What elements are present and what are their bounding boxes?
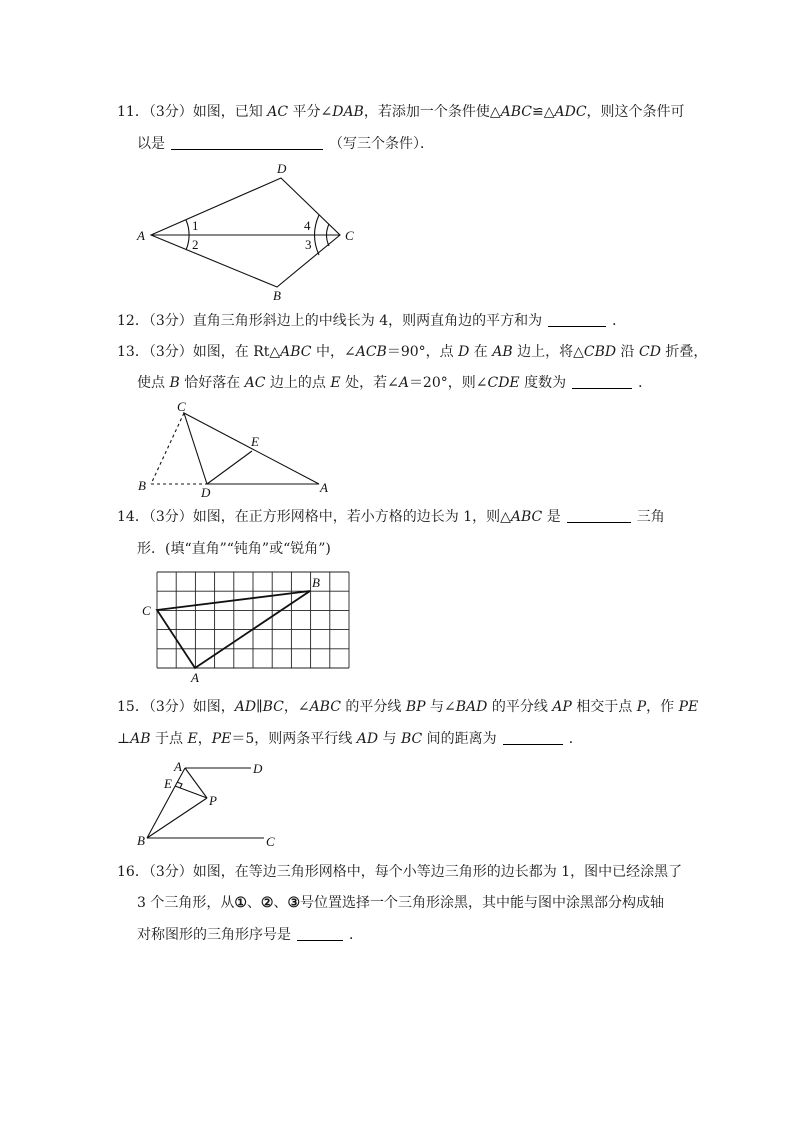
q15-text: ⊥	[117, 731, 131, 747]
q11-text: ，则这个条件可	[586, 104, 685, 120]
q16-text: 号位置选择一个三角形涂黑，其中能与图中涂黑部分构成轴	[300, 895, 665, 911]
q14-text: 三角	[636, 509, 665, 525]
label-a: A	[137, 228, 145, 243]
q12-score: （3分）	[148, 313, 193, 329]
q13-score: （3分）	[148, 344, 193, 360]
var: AP	[552, 699, 572, 715]
q13-text: ．	[638, 375, 653, 391]
label-c: C	[142, 603, 151, 618]
q14-score: （3分）	[148, 509, 193, 525]
q13-text: 沿	[616, 344, 639, 360]
q15-text: 于点	[150, 731, 188, 747]
q12-line	[117, 311, 626, 331]
q13-text: 折叠，	[660, 344, 708, 360]
label-a: A	[191, 670, 199, 685]
label-b: B	[137, 833, 145, 848]
q16-text: ．	[349, 927, 363, 943]
var: CD	[639, 344, 661, 360]
var: CDE	[487, 375, 520, 391]
q15-text: 的平分线	[340, 699, 406, 715]
label-e: E	[164, 776, 172, 791]
q11-line2	[137, 134, 434, 154]
q13-text: ＝90°，点	[386, 344, 459, 360]
q15-line2	[117, 729, 583, 749]
var: E	[330, 375, 341, 391]
angle-1: 1	[192, 218, 199, 233]
q15-score: （3分）	[148, 699, 193, 715]
q11-text: ≌△	[532, 104, 555, 120]
q15-text: 间的距离为	[422, 731, 497, 747]
q11-score: （3分）	[148, 104, 193, 120]
angle-3: 3	[305, 237, 312, 252]
q13-text: 中，∠	[311, 344, 356, 360]
q15-text: ．	[568, 731, 583, 747]
q13-text: 如图，在 Rt△	[192, 344, 281, 360]
var: ABC	[510, 509, 543, 525]
var: AB	[130, 731, 151, 747]
q15-text: ，	[197, 731, 212, 747]
q15-text: ∥	[256, 699, 263, 715]
answer-blank[interactable]	[297, 926, 343, 941]
q13-line1	[117, 342, 707, 362]
q15-text: ，∠	[283, 699, 310, 715]
var: AC	[244, 375, 266, 391]
q14-grid-figure	[138, 566, 338, 684]
q13-number: 13．	[117, 344, 149, 360]
q13-text: 边上的点	[265, 375, 331, 391]
label-a: A	[320, 480, 328, 495]
q16-line3	[137, 925, 363, 945]
answer-blank[interactable]	[503, 730, 563, 745]
q13-text: ＝20°，则∠	[408, 375, 488, 391]
q11-text: 平分∠	[288, 104, 333, 120]
label-c: C	[177, 399, 186, 414]
q15-parallel-lines-figure	[134, 755, 284, 853]
q16-line2	[137, 893, 664, 913]
var: CBD	[583, 344, 617, 360]
var: A	[398, 375, 409, 391]
var: B	[169, 375, 180, 391]
q15-line1	[117, 697, 698, 717]
q15-number: 15．	[117, 699, 149, 715]
q12-text: 直角三角形斜边上的中线长为 4，则两直角边的平方和为	[192, 313, 543, 329]
label-c: C	[345, 228, 354, 243]
q13-line2	[137, 373, 652, 393]
label-b: B	[312, 575, 320, 590]
q11-quadrilateral-figure	[134, 156, 364, 306]
q13-text: 恰好落在	[179, 375, 245, 391]
var: DAB	[332, 104, 364, 120]
q13-text: 处，若∠	[340, 375, 399, 391]
q14-text: 是	[542, 509, 561, 525]
var: ABC	[280, 344, 312, 360]
q11-text: ，若添加一个条件使△	[363, 104, 501, 120]
label-d: D	[253, 761, 263, 776]
angle-4: 4	[304, 218, 311, 233]
q15-text: ，作	[646, 699, 679, 715]
label-d: D	[277, 161, 287, 176]
q11-text: 如图，已知	[192, 104, 268, 120]
q15-text: 如图，	[192, 699, 235, 715]
label-c: C	[266, 834, 275, 849]
answer-blank[interactable]	[548, 312, 606, 327]
q15-text: 的平分线	[487, 699, 553, 715]
q13-text: 度数为	[519, 375, 567, 391]
q12-number: 12．	[117, 313, 149, 329]
q11-text: （写三个条件）．	[329, 136, 434, 152]
q13-text: 在	[469, 344, 493, 360]
q16-number: 16．	[117, 864, 149, 880]
var: PE	[678, 699, 699, 715]
var: AD	[234, 699, 257, 715]
q13-text: 使点	[137, 375, 170, 391]
var: E	[187, 731, 198, 747]
var: P	[636, 699, 647, 715]
q16-text: 、	[246, 895, 261, 911]
q16-text: 如图，在等边三角形网格中，每个小等边三角形的边长都为 1，图中已经涂黑了	[192, 864, 683, 880]
circled-2: ②	[260, 895, 274, 911]
label-b: B	[273, 288, 281, 303]
answer-blank[interactable]	[572, 374, 632, 389]
var: BC	[400, 731, 423, 747]
angle-2: 2	[192, 237, 199, 252]
var: BAD	[455, 699, 488, 715]
q14-text: 如图，在正方形网格中，若小方格的边长为 1，则△	[192, 509, 511, 525]
q11-line1	[117, 102, 685, 122]
var: AB	[492, 344, 513, 360]
var: PE	[211, 731, 232, 747]
label-a: A	[174, 759, 182, 774]
var: ABC	[309, 699, 341, 715]
q16-text: 对称图形的三角形序号是	[137, 927, 291, 943]
label-e: E	[251, 434, 259, 449]
var: BP	[405, 699, 426, 715]
var: D	[458, 344, 470, 360]
q16-line1	[117, 862, 682, 882]
circled-1: ①	[234, 895, 247, 911]
q14-line1	[117, 507, 665, 527]
var: ACB	[355, 344, 387, 360]
q14-line2: 形．(填“直角”“钝角”或“锐角”)	[137, 541, 331, 557]
q15-text: 相交于点	[571, 699, 637, 715]
q15-text: 与∠	[425, 699, 456, 715]
var: BC	[262, 699, 284, 715]
q15-text: 与	[378, 731, 401, 747]
label-p: P	[209, 793, 217, 808]
label-b: B	[138, 478, 146, 493]
var: ADC	[554, 104, 587, 120]
q15-text: ＝5，则两条平行线	[231, 731, 357, 747]
q11-number: 11．	[117, 104, 149, 120]
q14-number: 14．	[117, 509, 149, 525]
var: AC	[267, 104, 289, 120]
q16-text: 3 个三角形，从	[137, 895, 235, 911]
answer-blank[interactable]	[567, 508, 631, 523]
circled-3: ③	[287, 895, 301, 911]
q16-text: 、	[273, 895, 288, 911]
var: AD	[356, 731, 379, 747]
label-d: D	[201, 485, 211, 500]
answer-blank[interactable]	[171, 135, 323, 150]
q16-score: （3分）	[148, 864, 193, 880]
q13-text: 边上，将△	[512, 344, 584, 360]
var: ABC	[500, 104, 532, 120]
q13-triangle-figure	[134, 396, 344, 501]
q12-text: ．	[612, 313, 627, 329]
q11-text: 以是	[137, 136, 165, 152]
